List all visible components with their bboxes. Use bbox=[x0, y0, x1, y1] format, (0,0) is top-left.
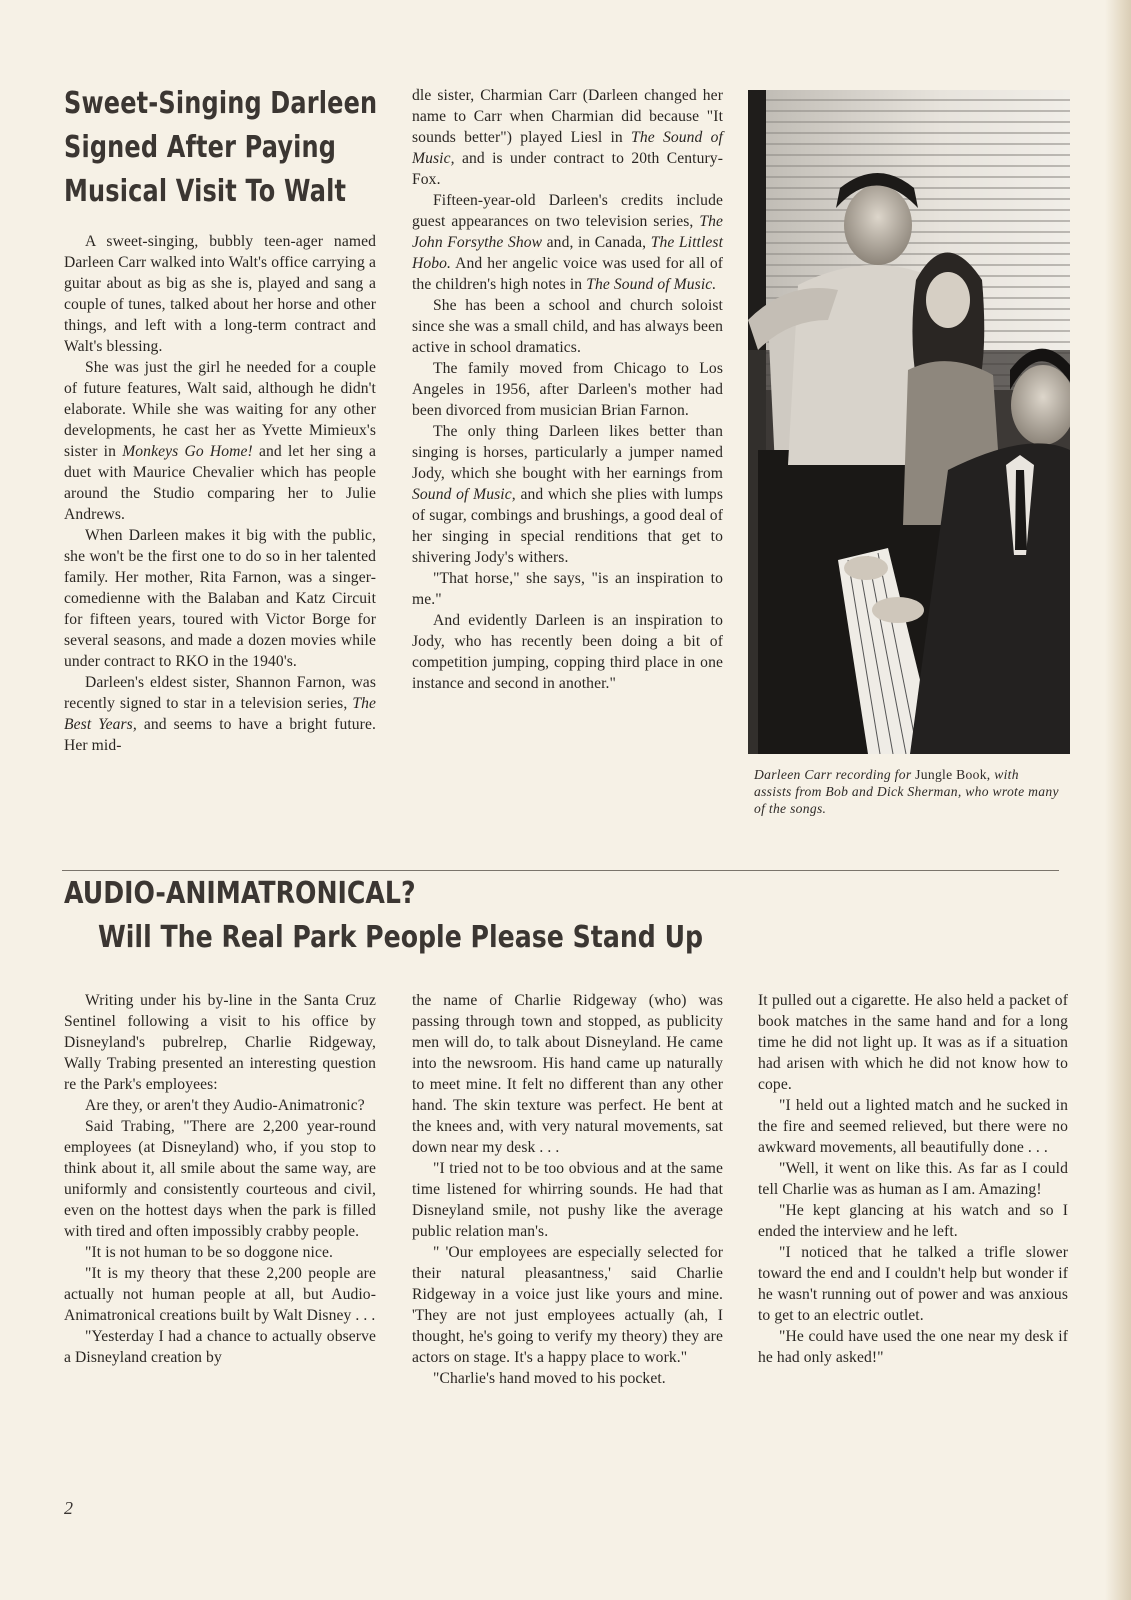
paragraph: "Well, it went on like this. As far as I could tell Charlie was as human as I am. Amazing! bbox=[758, 1160, 1068, 1198]
section-divider bbox=[62, 870, 1059, 871]
paragraph: Writing under his by-line in the Santa Cruz Sentinel following a visit to his office by Disneyland's pubrelrep, Charlie Ridgeway, Wally Trabing presented an interesting question re the Park's employees: bbox=[64, 992, 376, 1093]
paragraph: " 'Our employees are especially selected for their natural pleasantness,' said Charlie Ridgeway in a voice just like yours and mine. 'They are not just employees actually (ah, I thought, he's going to verify my theory) they are actors on stage. It's a happy place to work." bbox=[412, 1244, 723, 1366]
paragraph: "I noticed that he talked a trifle slower toward the end and I couldn't help but wonder if he wasn't running out of power and was anxious to get to an electric outlet. bbox=[758, 1244, 1068, 1324]
article2-column-3 bbox=[758, 990, 1068, 1368]
paragraph: "Charlie's hand moved to his pocket. bbox=[433, 1370, 666, 1387]
paragraph: "He kept glancing at his watch and so I ended the interview and he left. bbox=[758, 1202, 1068, 1240]
article1-headline: Sweet-Singing Darleen Signed After Paying Musical Visit To Walt bbox=[64, 86, 378, 209]
article2-headline-line2: Will The Real Park People Please Stand Up bbox=[98, 920, 704, 955]
paragraph: She has been a school and church soloist since she was a small child, and has always been active in school dramatics. bbox=[412, 297, 723, 356]
paragraph: dle sister, Charmian Carr (Darleen changed her name to Carr when Charmian did because "It sounds better") played Liesl in The Sound of Music, and is under contract to 20th Century-Fox. bbox=[412, 87, 723, 188]
paragraph: "He could have used the one near my desk if he had only asked!" bbox=[758, 1328, 1068, 1366]
article2-column-1 bbox=[64, 990, 376, 1368]
photo-caption: Darleen Carr recording for Jungle Book, with assists from Bob and Dick Sherman, who wrote many of the songs. bbox=[754, 767, 1059, 816]
paragraph: When Darleen makes it big with the public, she won't be the first one to do so in her talented family. Her mother, Rita Farnon, was a singer-comedienne with the Balaban and Katz Circuit for fifteen years, toured with Victor Borge for several seasons, and made a dozen movies while under contract to RKO in the 1940's. bbox=[64, 527, 376, 670]
paragraph: Are they, or aren't they Audio-Animatronic? bbox=[85, 1097, 365, 1114]
paragraph: "It is not human to be so doggone nice. bbox=[85, 1244, 334, 1261]
article1-column-1 bbox=[64, 231, 376, 756]
paragraph: And evidently Darleen is an inspiration to Jody, who has recently been doing a bit of competition jumping, copping third place in one instance and second in another." bbox=[412, 612, 723, 692]
article2-headline-line1: AUDIO-ANIMATRONICAL? bbox=[64, 876, 416, 911]
paragraph: the name of Charlie Ridgeway (who) was passing through town and stopped, as publicity men will do, to talk about Disneyland. He came into the newsroom. His hand came up naturally to meet mine. It felt no different than any other hand. The skin texture was perfect. He bent at the knees and, with very natural movements, sat down near my desk . . . bbox=[412, 992, 723, 1156]
page-number: 2 bbox=[64, 1498, 73, 1518]
paragraph: "I held out a lighted match and he sucked in the fire and seemed relieved, but there were no awkward movements, all beautifully done . . . bbox=[758, 1097, 1068, 1156]
paragraph: Said Trabing, "There are 2,200 year-round employees (at Disneyland) who, if you stop to think about it, all smile about the same way, are uniformly and consistently courteous and civil, even on the hottest days when the park is filled with tired and often impossibly crabby people. bbox=[64, 1118, 376, 1240]
paragraph: "Yesterday I had a chance to actually observe a Disneyland creation by bbox=[64, 1328, 376, 1366]
paragraph: She was just the girl he needed for a couple of future features, Walt said, although he didn't elaborate. While she was waiting for any other developments, he cast her as Yvette Mimieux's sister in Monkeys Go Home! and let her sing a duet with Maurice Chevalier which has people around the Studio comparing her to Julie Andrews. bbox=[64, 359, 377, 523]
paragraph: The only thing Darleen likes better than singing is horses, particularly a jumper named Jody, which she bought with her earnings from Sound of Music, and which she plies with lumps of sugar, combings and brushings, a good deal of her singing in special renditions that get to shivering Jody's withers. bbox=[412, 423, 723, 566]
paragraph: Darleen's eldest sister, Shannon Farnon, was recently signed to star in a television series, The Best Years, and seems to have a bright future. Her mid- bbox=[64, 674, 377, 754]
page-edge-shadow bbox=[1105, 0, 1131, 1600]
article2-column-2 bbox=[412, 990, 723, 1389]
paragraph: A sweet-singing, bubbly teen-ager named Darleen Carr walked into Walt's office carrying a guitar about as big as she is, played and sang a couple of tunes, talked about her horse and other things, and left with a long-term contract and Walt's blessing. bbox=[64, 233, 376, 355]
paragraph: "That horse," she says, "is an inspiration to me." bbox=[412, 570, 723, 608]
paragraph: "I tried not to be too obvious and at the same time listened for whirring sounds. He had that Disneyland smile, not pushy like the average public relation man's. bbox=[412, 1160, 723, 1240]
paragraph: Fifteen-year-old Darleen's credits include guest appearances on two television series, The John Forsythe Show and, in Canada, The Littlest Hobo. And her angelic voice was used for all of the children's high notes in The Sound of Music. bbox=[412, 192, 724, 293]
paragraph: It pulled out a cigarette. He also held a packet of book matches in the same hand and for a long time he did not light up. It was as if a situation had arisen with which he did not know how to cope. bbox=[758, 992, 1068, 1093]
recording-session-photo bbox=[748, 90, 1070, 754]
paragraph: "It is my theory that these 2,200 people are actually not human people at all, but Audio-Animatronical creations built by Walt Disney . . . bbox=[64, 1265, 376, 1324]
paragraph: The family moved from Chicago to Los Angeles in 1956, after Darleen's mother had been divorced from musician Brian Farnon. bbox=[412, 360, 723, 419]
article1-column-2 bbox=[412, 85, 723, 694]
